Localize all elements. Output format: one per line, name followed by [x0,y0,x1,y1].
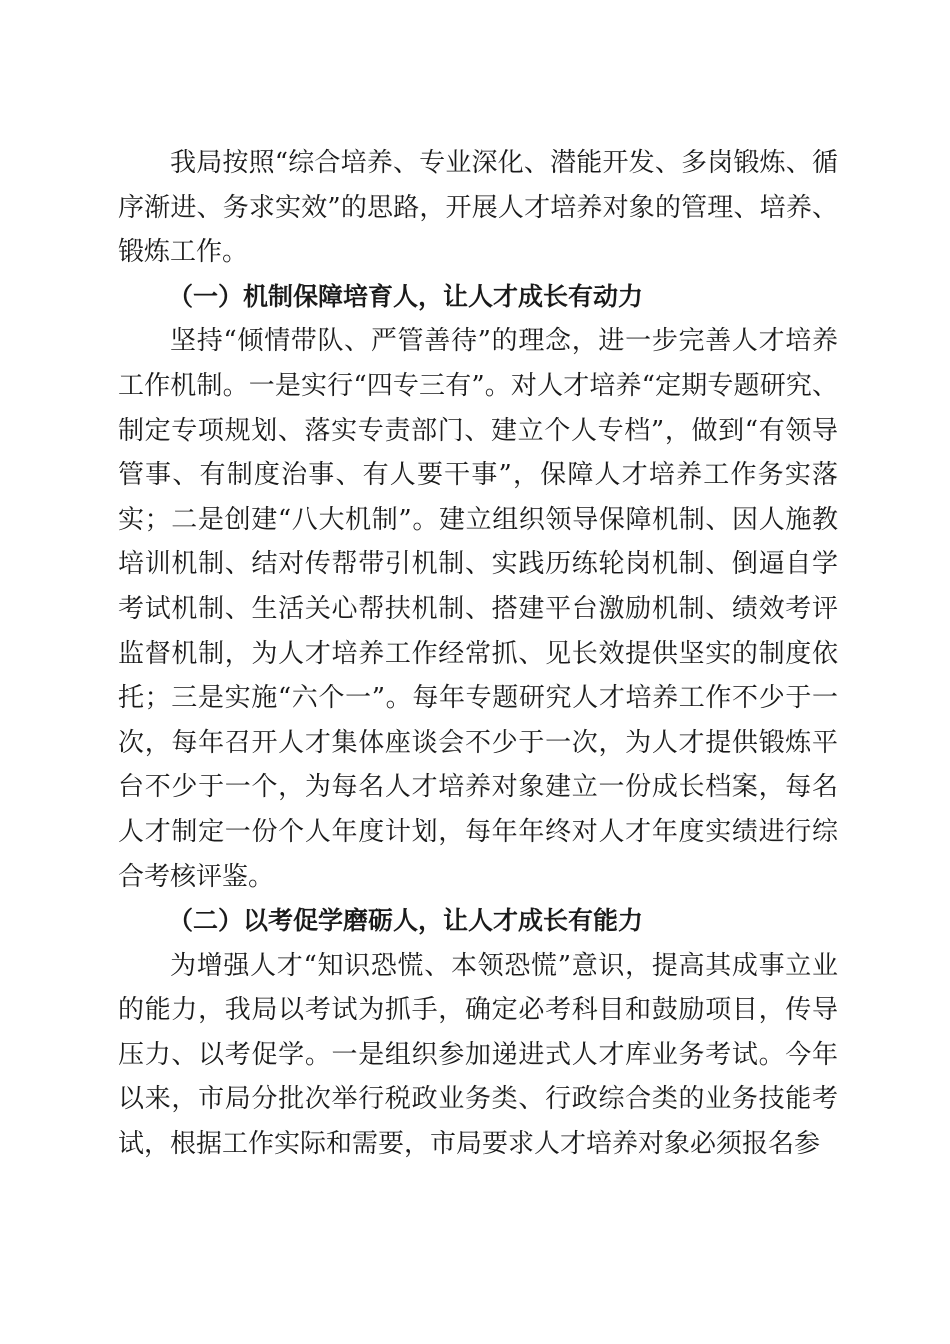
section-1-heading: （一）机制保障培育人，让人才成长有动力 [168,281,644,311]
section-1-paragraph: 坚持“倾情带队、严管善待”的理念，进一步完善人才培养工作机制。一是实行“四专三有”。对人才培养“定期专题研究、制定专项规划、落实专责部门、建立个人专档”，做到“有领导管事、有制度治事、有人要干事”，保障人才培养工作务实落实；二是创建“八大机制”。建立组织领导保障机制、因人施教培训机制、结对传帮带引机制、实践历练轮岗机制、倒逼自学考试机制、生活关心帮扶机制、搭建平台激励机制、绩效考评监督机制，为人才培养工作经常抓、见长效提供坚实的制度依托；三是实施“六个一”。每年专题研究人才培养工作不少于一次，每年召开人才集体座谈会不少于一次，为人才提供锻炼平台不少于一个，为每名人才培养对象建立一份成长档案，每名人才制定一份个人年度计划，每年年终对人才年度实绩进行综合考核评鉴。 [118,326,838,892]
document-body [118,141,838,1167]
section-2-paragraph: 为增强人才“知识恐慌、本领恐慌”意识，提高其成事立业的能力，我局以考试为抓手，确定必考科目和鼓励项目，传导压力、以考促学。一是组织参加递进式人才库业务考试。今年以来，市局分批次举行税政业务类、行政综合类的业务技能考试，根据工作实际和需要，市局要求人才培养对象必须报名参 [118,950,838,1160]
intro-paragraph: 我局按照“综合培养、专业深化、潜能开发、多岗锻炼、循序渐进、务求实效”的思路，开展人才培养对象的管理、培养、锻炼工作。 [118,148,838,268]
section-2-heading: （二）以考促学磨砺人，让人才成长有能力 [168,906,644,936]
